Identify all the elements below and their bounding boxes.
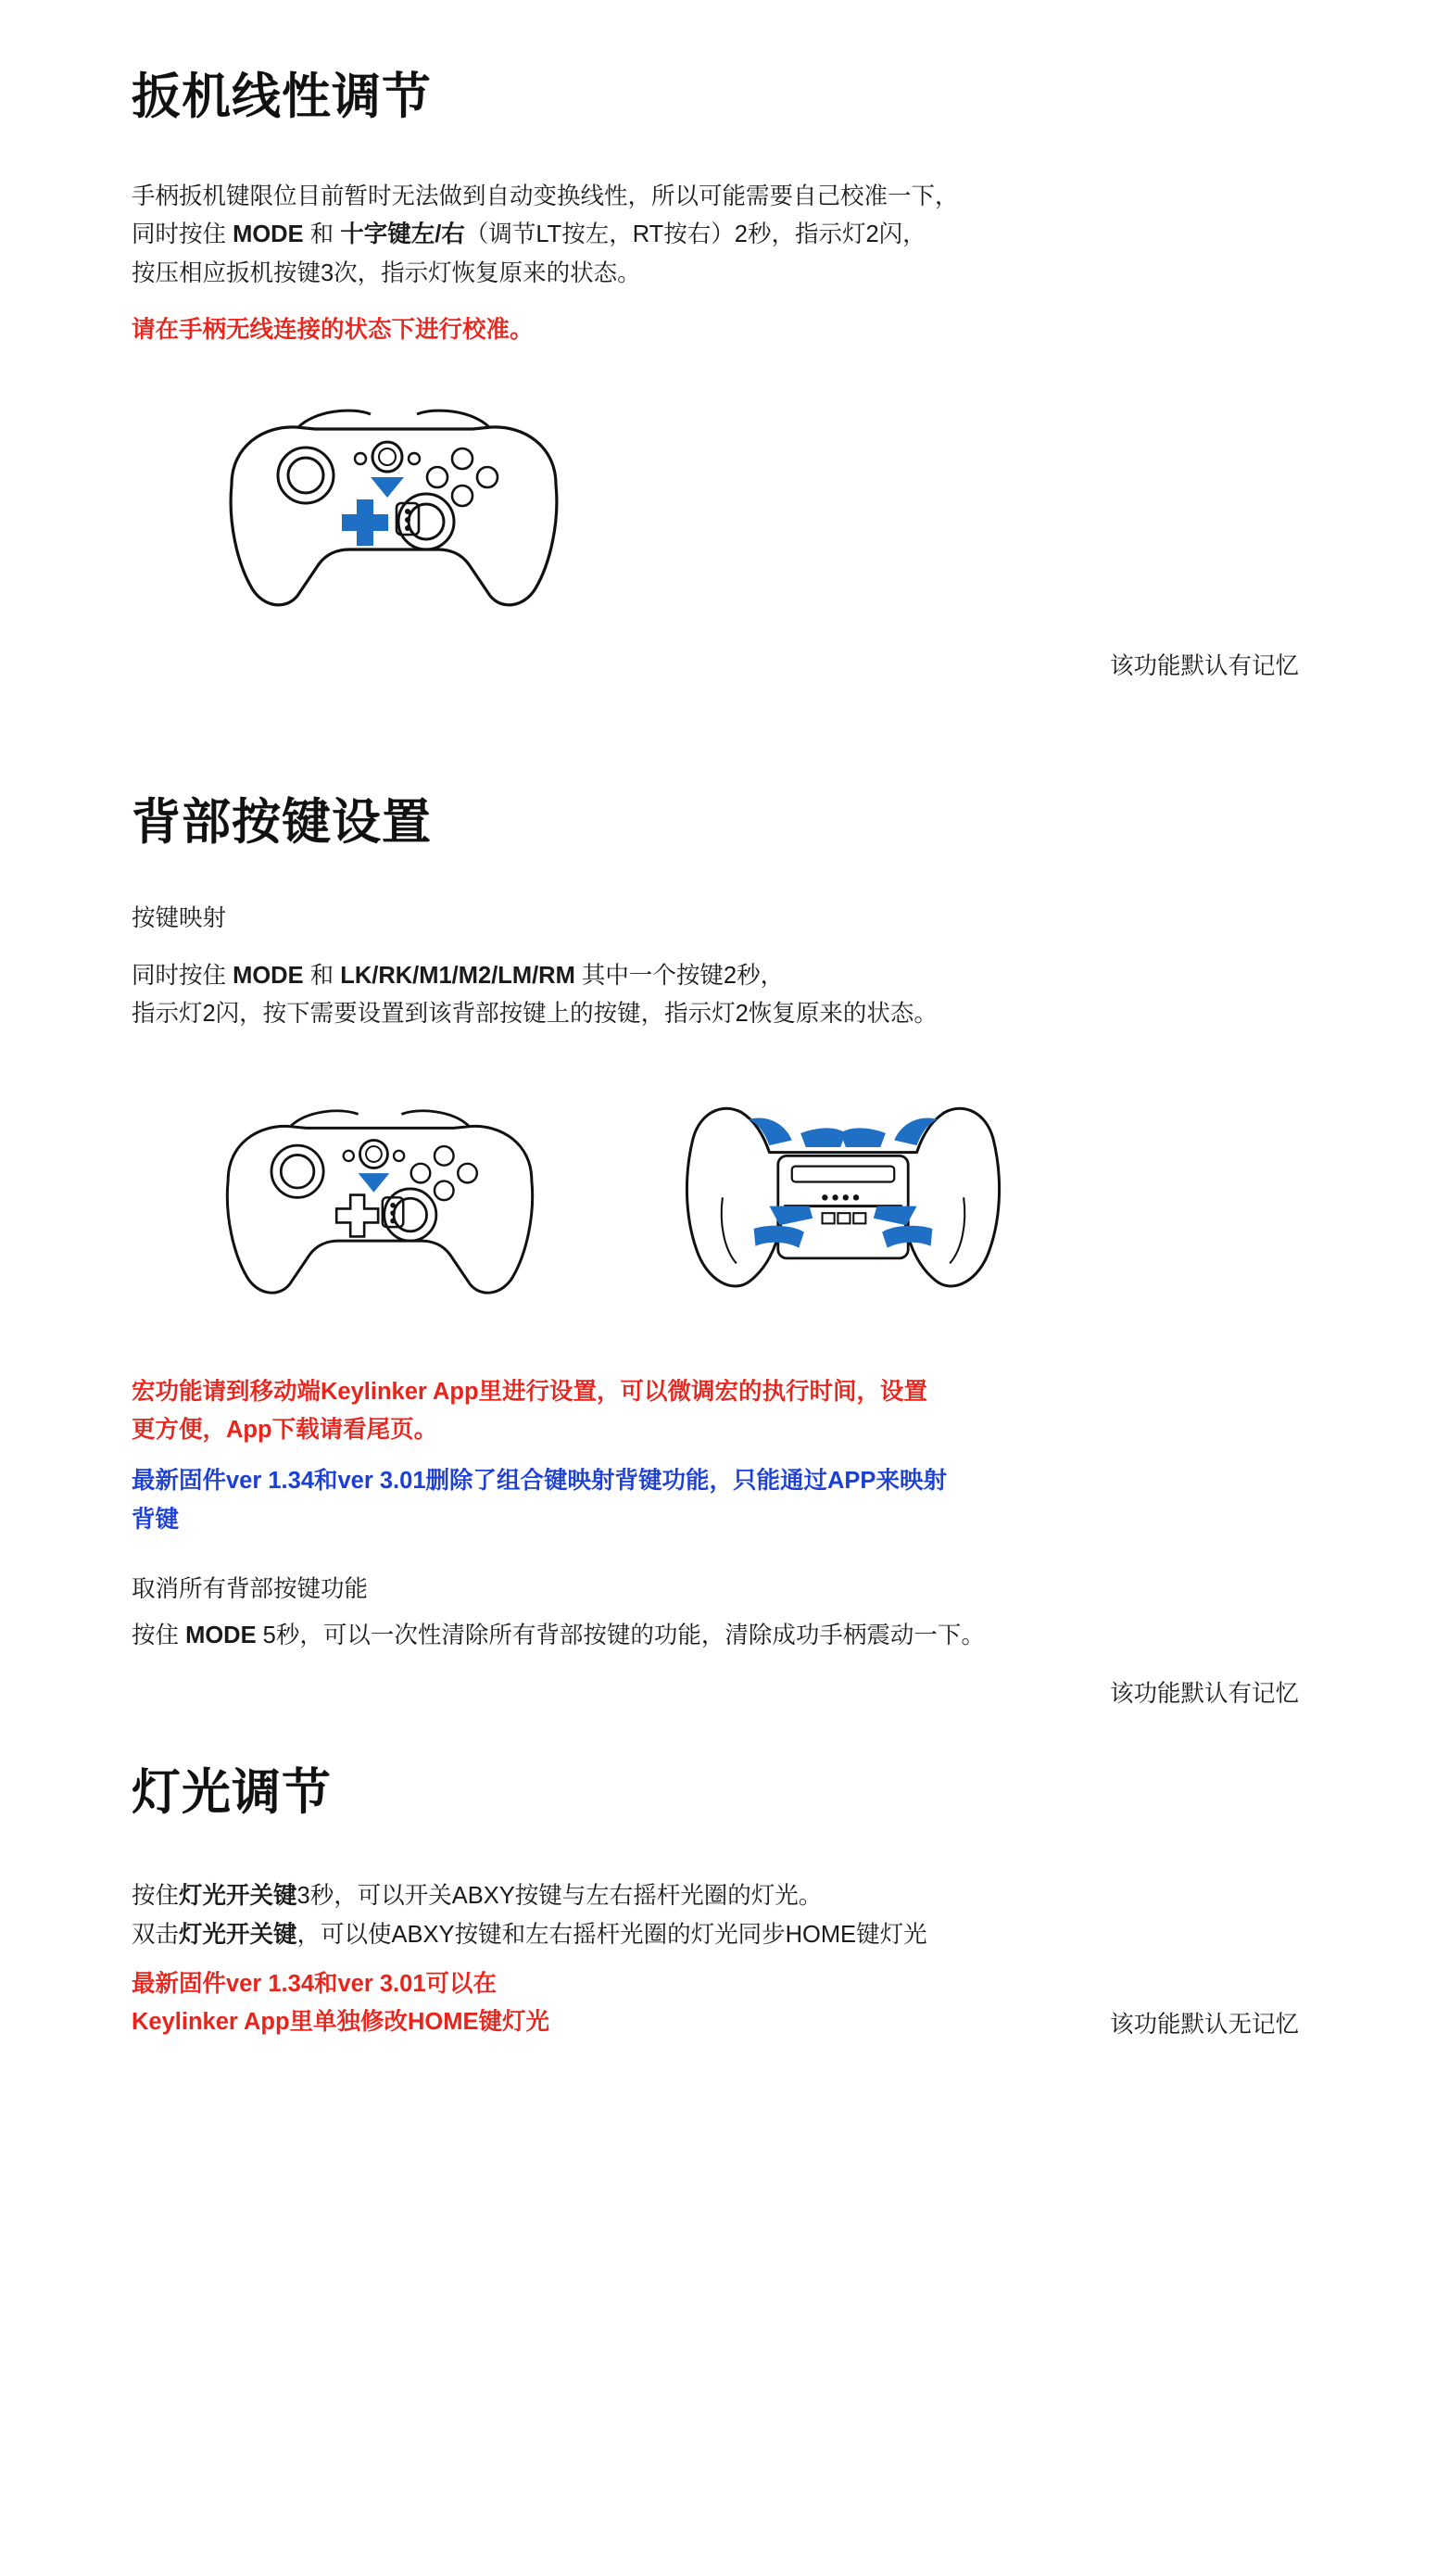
back-body-line2: 指示灯2闪，按下需要设置到该背部按键上的按键，指示灯2恢复原来的状态。 — [132, 1001, 938, 1028]
back-red-line2: 更方便，App下载请看尾页。 — [132, 1417, 438, 1444]
back-buttons-red-note — [132, 1373, 1384, 1450]
back-buttons-illustration-row — [132, 1067, 1384, 1336]
lighting-memory-note: 该功能默认无记忆 — [1109, 2012, 1299, 2039]
trigger-memory-note: 该功能默认有记忆 — [1109, 653, 1299, 680]
cancel-body-c: 5秒，可以一次性清除所有背部按键的功能，清除成功手柄震动一下。 — [256, 1622, 985, 1648]
back-body-line1-a: 同时按住 — [132, 963, 233, 990]
lighting-line1-c: 3秒，可以开关ABXY按键与左右摇杆光圈的灯光。 — [296, 1883, 823, 1910]
trigger-body-dpad: 十字键左/右 — [340, 221, 465, 248]
trigger-body-mode: MODE — [233, 221, 304, 248]
page-title-trigger: 扳机线性调节 — [132, 69, 432, 124]
back-body-mode: MODE — [233, 963, 304, 990]
lighting-line2-a: 双击 — [132, 1921, 180, 1948]
trigger-warning: 请在手柄无线连接的状态下进行校准。 — [132, 316, 534, 343]
lighting-line2-c: ，可以使ABXY按键和左右摇杆光圈的灯光同步HOME键灯光 — [296, 1921, 927, 1948]
page-title-lighting: 灯光调节 — [132, 1765, 332, 1821]
back-buttons-subtitle: 按键映射 — [132, 905, 227, 932]
controller-front-illustration-2 — [176, 1067, 584, 1336]
back-buttons-memory-note: 该功能默认有记忆 — [1109, 1681, 1299, 1708]
trigger-body — [132, 178, 1384, 293]
lighting-light-key-1: 灯光开关键 — [179, 1883, 297, 1910]
trigger-body-line1: 手柄扳机键限位目前暂时无法做到自动变换线性，所以可能需要自己校准一下， — [132, 183, 959, 209]
back-red-line1: 宏功能请到移动端Keylinker App里进行设置，可以微调宏的执行时间，设置 — [132, 1378, 928, 1405]
lighting-red-line2: Keylinker App里单独修改HOME键灯光 — [132, 2009, 550, 2036]
trigger-body-line3: 按压相应扳机按键3次，指示灯恢复原来的状态。 — [132, 259, 641, 286]
trigger-body-line2-e: （调节LT按左，RT按右）2秒，指示灯2闪， — [464, 221, 926, 248]
back-buttons-cancel-title: 取消所有背部按键功能 — [132, 1575, 369, 1602]
page-title-back-buttons: 背部按键设置 — [132, 795, 432, 851]
trigger-illustration-row — [132, 373, 1384, 642]
back-body-line1-e: 其中一个按键2秒， — [574, 963, 785, 990]
back-buttons-body — [132, 957, 1384, 1034]
back-buttons-blue-note — [132, 1462, 1384, 1539]
controller-back-illustration — [639, 1067, 1047, 1336]
lighting-red-line1: 最新固件ver 1.34和ver 3.01可以在 — [132, 1970, 498, 1997]
back-body-keys: LK/RK/M1/M2/LM/RM — [340, 963, 575, 990]
back-blue-line1: 最新固件ver 1.34和ver 3.01删除了组合键映射背键功能，只能通过APP来映射 — [132, 1468, 947, 1495]
controller-front-illustration — [176, 373, 611, 642]
back-buttons-cancel-body — [132, 1617, 1384, 1655]
cancel-body-mode: MODE — [185, 1622, 257, 1648]
back-blue-line2: 背键 — [132, 1506, 180, 1533]
trigger-body-line2-a: 同时按住 — [132, 221, 233, 248]
lighting-line1-a: 按住 — [132, 1883, 180, 1910]
lighting-light-key-2: 灯光开关键 — [179, 1921, 297, 1948]
back-body-line1-c: 和 — [303, 963, 341, 990]
cancel-body-a: 按住 — [132, 1622, 186, 1648]
trigger-body-line2-c: 和 — [303, 221, 341, 248]
lighting-body — [132, 1877, 1384, 1954]
